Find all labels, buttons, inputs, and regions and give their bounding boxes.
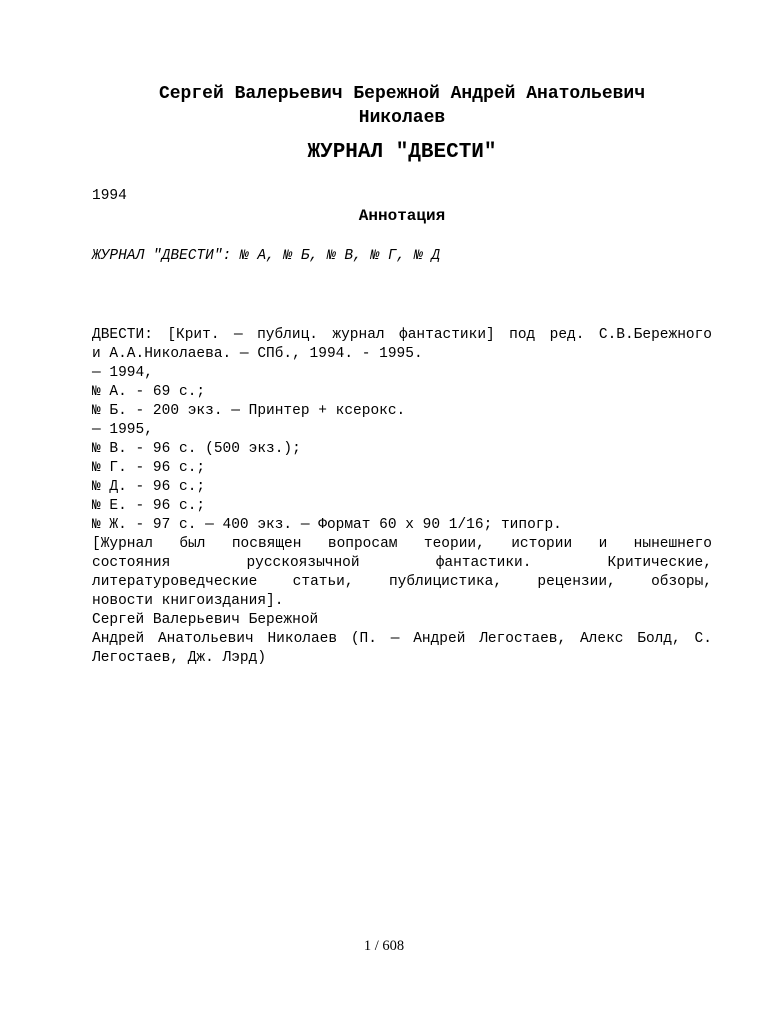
word: Андрей (413, 631, 466, 647)
word: публицистика, (388, 574, 503, 590)
word: ред. (549, 327, 585, 343)
word: нынешнего (633, 536, 712, 552)
publication-year: 1994 (92, 188, 127, 204)
authors-line: Николаев (358, 108, 446, 128)
word: был (179, 536, 206, 552)
word: Легостаев, (479, 631, 567, 647)
text-line: № Г. - 96 с.; (92, 460, 206, 476)
word: — (390, 631, 400, 647)
word: публиц. (257, 327, 318, 343)
word: рецензии, (537, 574, 616, 590)
word: фантастики. (435, 555, 532, 571)
text-line: № Ж. - 97 с. — 400 экз. — Формат 60 х 90 1/16; типогр. (92, 517, 562, 533)
text-line: — 1995, (92, 422, 153, 438)
justified-line (92, 554, 712, 573)
word: Николаев (267, 631, 338, 647)
text-line: и А.А.Николаева. — СПб., 1994. - 1995. (92, 346, 423, 362)
word: обзоры, (651, 574, 712, 590)
word: Андрей (92, 631, 145, 647)
word: Анатольевич (157, 631, 254, 647)
word: и (598, 536, 608, 552)
text-line: № Д. - 96 с.; (92, 479, 206, 495)
word: под (509, 327, 536, 343)
word: Алекс (579, 631, 624, 647)
text-line: № В. - 96 с. (500 экз.); (92, 441, 301, 457)
text-line: Легостаев, Дж. Лэрд) (92, 650, 267, 666)
word: истории (511, 536, 573, 552)
justified-line (92, 573, 712, 592)
word: состояния (92, 555, 171, 571)
word: С. (694, 631, 712, 647)
authors-heading (92, 82, 712, 130)
word: [Журнал (92, 536, 153, 552)
text-line: № А. - 69 с.; (92, 384, 206, 400)
word: литературоведческие (92, 574, 258, 590)
word: теории, (423, 536, 485, 552)
text-line: Сергей Валерьевич Бережной (92, 612, 319, 628)
word: журнал (332, 327, 385, 343)
justified-line (92, 535, 712, 554)
word: русскоязычной (246, 555, 360, 571)
text-line: № Е. - 96 с.; (92, 498, 206, 514)
word: Критические, (607, 555, 712, 571)
word: вопросам (327, 536, 398, 552)
justified-line (92, 326, 712, 345)
word: посвящен (231, 536, 302, 552)
word: [Крит. (167, 327, 220, 343)
text-line: — 1994, (92, 365, 153, 381)
text-line: новости книгоиздания]. (92, 593, 284, 609)
issues-contents-line: ЖУРНАЛ "ДВЕСТИ": № А, № Б, № В, № Г, № Д (92, 248, 441, 264)
annotation-heading: Аннотация (358, 207, 446, 225)
page-indicator: 1 / 608 (363, 938, 405, 954)
annotation-body (92, 326, 712, 668)
text-line: № Б. - 200 экз. — Принтер + ксерокс. (92, 403, 406, 419)
document-title: ЖУРНАЛ "ДВЕСТИ" (307, 141, 497, 164)
word: статьи, (292, 574, 354, 590)
word: ДВЕСТИ: (92, 327, 153, 343)
word: С.В.Бережного (598, 327, 712, 343)
justified-line (92, 630, 712, 649)
word: — (233, 327, 243, 343)
word: (П. (350, 631, 377, 647)
word: Болд, (637, 631, 681, 647)
word: фантастики] (399, 327, 495, 343)
authors-line: Сергей Валерьевич Бережной Андрей Анатольевич (158, 84, 646, 104)
